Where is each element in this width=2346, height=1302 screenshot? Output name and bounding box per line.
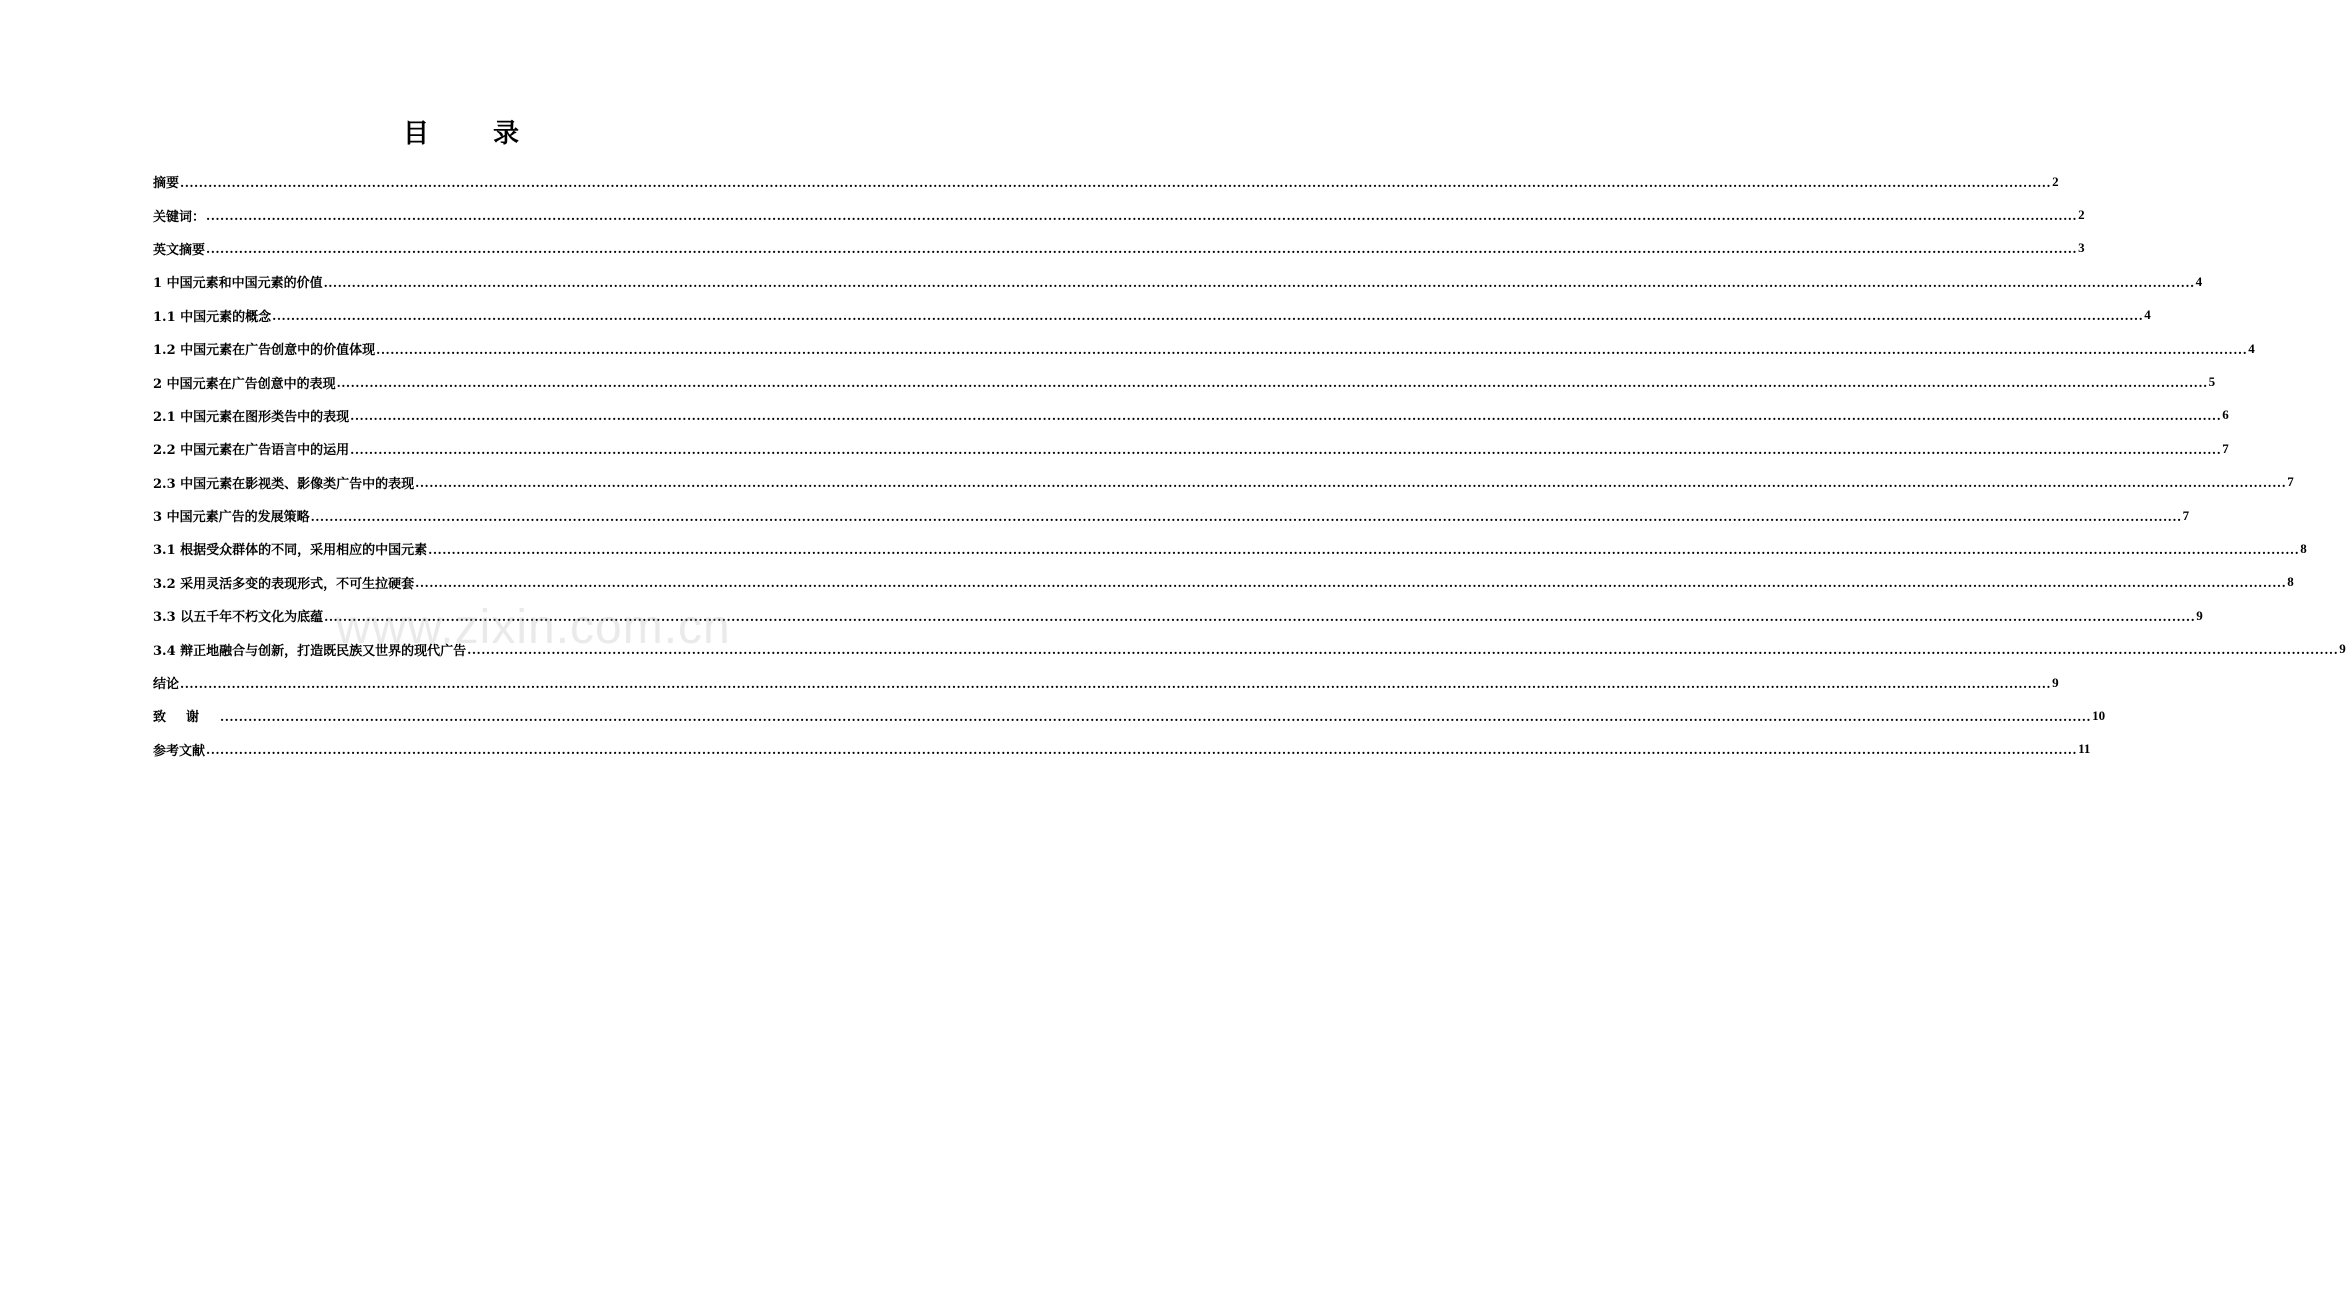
toc-entry[interactable]: [153, 499, 2190, 532]
toc-entry[interactable]: [153, 198, 2085, 231]
toc-entry-label: 摘要: [153, 176, 180, 192]
toc-entry-label: 1 中国元素和中国元素的价值: [153, 276, 323, 292]
toc-dot-leader: ................................................................................................................................................................................................................................................................................................................................................................................................................: [206, 743, 2078, 758]
toc-dot-leader: ................................................................................................................................................................................................................................................................................................................................................................................................................: [415, 576, 2287, 591]
toc-entry-page-number: 8: [2300, 540, 2307, 556]
toc-entry-label: 3.2 采用灵活多变的表现形式，不可生拉硬套: [153, 576, 415, 592]
toc-entry-page-number: 11: [2078, 741, 2091, 757]
toc-dot-leader: ................................................................................................................................................................................................................................................................................................................................................................................................................: [206, 209, 2078, 224]
toc-dot-leader: ................................................................................................................................................................................................................................................................................................................................................................................................................: [428, 542, 2300, 557]
toc-entry[interactable]: [153, 733, 2091, 766]
toc-entry-label: 3.3 以五千年不朽文化为底蕴: [153, 610, 324, 626]
toc-entry-page-number: 9: [2052, 674, 2059, 690]
toc-entry-page-number: 10: [2092, 707, 2106, 723]
toc-entry-label: 2.2 中国元素在广告语言中的运用: [153, 443, 350, 459]
toc-entry-page-number: 7: [2287, 474, 2294, 490]
toc-entry[interactable]: [153, 666, 2059, 699]
toc-entry-page-number: 4: [2248, 340, 2255, 356]
toc-entry[interactable]: [153, 265, 2203, 298]
toc-entry-page-number: 7: [2222, 440, 2229, 456]
toc-dot-leader: ................................................................................................................................................................................................................................................................................................................................................................................................................: [220, 709, 2092, 724]
toc-entry-label: 1.2 中国元素在广告创意中的价值体现: [153, 343, 376, 359]
toc-dot-leader: ................................................................................................................................................................................................................................................................................................................................................................................................................: [324, 609, 2196, 624]
toc-entry-page-number: 6: [2222, 407, 2229, 423]
toc-dot-leader: ................................................................................................................................................................................................................................................................................................................................................................................................................: [467, 643, 2339, 658]
toc-entry-label: 致谢: [153, 710, 220, 726]
toc-dot-leader: ................................................................................................................................................................................................................................................................................................................................................................................................................: [350, 409, 2222, 424]
toc-entry-label: 关键词：: [153, 209, 206, 225]
toc-dot-leader: ................................................................................................................................................................................................................................................................................................................................................................................................................: [323, 275, 2195, 290]
toc-entry-label: 3.4 辩正地融合与创新，打造既民族又世界的现代广告: [153, 643, 467, 659]
toc-entry-label: 2 中国元素在广告创意中的表现: [153, 376, 336, 392]
toc-entry-label: 英文摘要: [153, 242, 206, 258]
toc-entry[interactable]: [153, 532, 2307, 565]
toc-entry-label: 3 中国元素广告的发展策略: [153, 510, 310, 526]
toc-entry-label: 2.1 中国元素在图形类告中的表现: [153, 409, 350, 425]
toc-entry-page-number: 3: [2078, 240, 2085, 256]
toc-dot-leader: ................................................................................................................................................................................................................................................................................................................................................................................................................: [180, 676, 2052, 691]
toc-dot-leader: ................................................................................................................................................................................................................................................................................................................................................................................................................: [376, 342, 2248, 357]
toc-entry[interactable]: [153, 332, 2255, 365]
toc-entry[interactable]: [153, 165, 2059, 198]
page-title: 目录: [402, 119, 583, 149]
toc-entry-page-number: 2: [2052, 173, 2059, 189]
toc-entry[interactable]: [153, 365, 2216, 398]
toc-entry-label: 3.1 根据受众群体的不同，采用相应的中国元素: [153, 543, 428, 559]
toc-entry-page-number: 2: [2078, 207, 2085, 223]
toc-entry-label: 1.1 中国元素的概念: [153, 309, 272, 325]
toc-dot-leader: ................................................................................................................................................................................................................................................................................................................................................................................................................: [350, 442, 2222, 457]
toc-entry[interactable]: [153, 632, 2346, 665]
toc-entry[interactable]: [153, 432, 2229, 465]
toc-entry-page-number: 7: [2182, 507, 2190, 523]
toc-entry-label: 2.3 中国元素在影视类、影像类广告中的表现: [153, 476, 415, 492]
toc-entry-page-number: 4: [2144, 307, 2151, 323]
watermark: www.zixin.com.cn: [336, 601, 731, 654]
toc-entry-page-number: 8: [2287, 574, 2294, 590]
toc-dot-leader: ................................................................................................................................................................................................................................................................................................................................................................................................................: [272, 309, 2144, 324]
toc-entry[interactable]: [153, 566, 2294, 599]
toc-entry[interactable]: [153, 299, 2151, 332]
toc-dot-leader: ................................................................................................................................................................................................................................................................................................................................................................................................................: [336, 376, 2208, 391]
toc-entry[interactable]: [153, 599, 2203, 632]
toc-entry-label: 结论: [153, 677, 180, 693]
toc-entry[interactable]: [153, 466, 2294, 499]
toc-entry[interactable]: [153, 699, 2106, 732]
toc-entry-page-number: 4: [2195, 273, 2203, 289]
toc-entry-label: 参考文献: [153, 743, 206, 759]
toc-dot-leader: ................................................................................................................................................................................................................................................................................................................................................................................................................: [415, 476, 2287, 491]
toc-entry-page-number: 9: [2339, 641, 2346, 657]
toc-dot-leader: ................................................................................................................................................................................................................................................................................................................................................................................................................: [180, 175, 2052, 190]
table-of-contents: [153, 165, 2346, 766]
toc-dot-leader: ................................................................................................................................................................................................................................................................................................................................................................................................................: [206, 242, 2078, 257]
toc-entry-page-number: 5: [2208, 374, 2216, 390]
toc-dot-leader: ................................................................................................................................................................................................................................................................................................................................................................................................................: [310, 509, 2182, 524]
toc-entry[interactable]: [153, 399, 2229, 432]
toc-entry[interactable]: [153, 232, 2085, 265]
toc-entry-page-number: 9: [2196, 607, 2203, 623]
